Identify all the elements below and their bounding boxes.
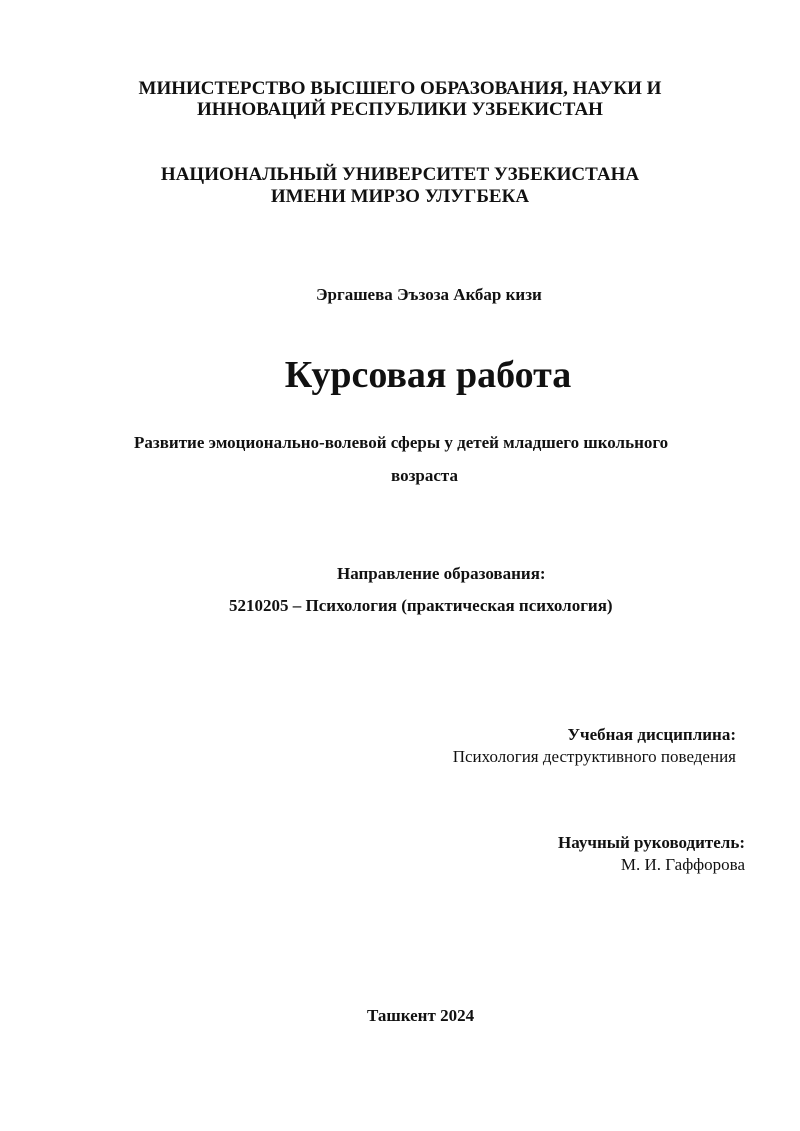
topic-line-1: Развитие эмоционально-волевой сферы у детей младшего школьного <box>134 433 669 452</box>
university-line-2: ИМЕНИ МИРЗО УЛУГБЕКА <box>270 186 530 207</box>
topic-line-2: возраста <box>391 466 458 485</box>
supervisor-label: Научный руководитель: <box>558 833 745 852</box>
university-line-1: НАЦИОНАЛЬНЫЙ УНИВЕРСИТЕТ УЗБЕКИСТАНА <box>160 164 640 185</box>
author-name: Эргашева Эъзоза Акбар кизи <box>316 285 542 304</box>
ministry-line-2: ИННОВАЦИЙ РЕСПУБЛИКИ УЗБЕКИСТАН <box>197 99 603 120</box>
document-title: Курсовая работа <box>284 354 572 396</box>
city-year: Ташкент 2024 <box>367 1006 475 1025</box>
direction-value: 5210205 – Психология (практическая психология) <box>229 596 613 615</box>
supervisor-value: М. И. Гаффорова <box>620 855 745 874</box>
ministry-line-1: МИНИСТЕРСТВО ВЫСШЕГО ОБРАЗОВАНИЯ, НАУКИ И <box>138 78 662 99</box>
discipline-value: Психология деструктивного поведения <box>452 747 736 766</box>
direction-label: Направление образования: <box>337 564 546 583</box>
discipline-label: Учебная дисциплина: <box>567 725 736 744</box>
